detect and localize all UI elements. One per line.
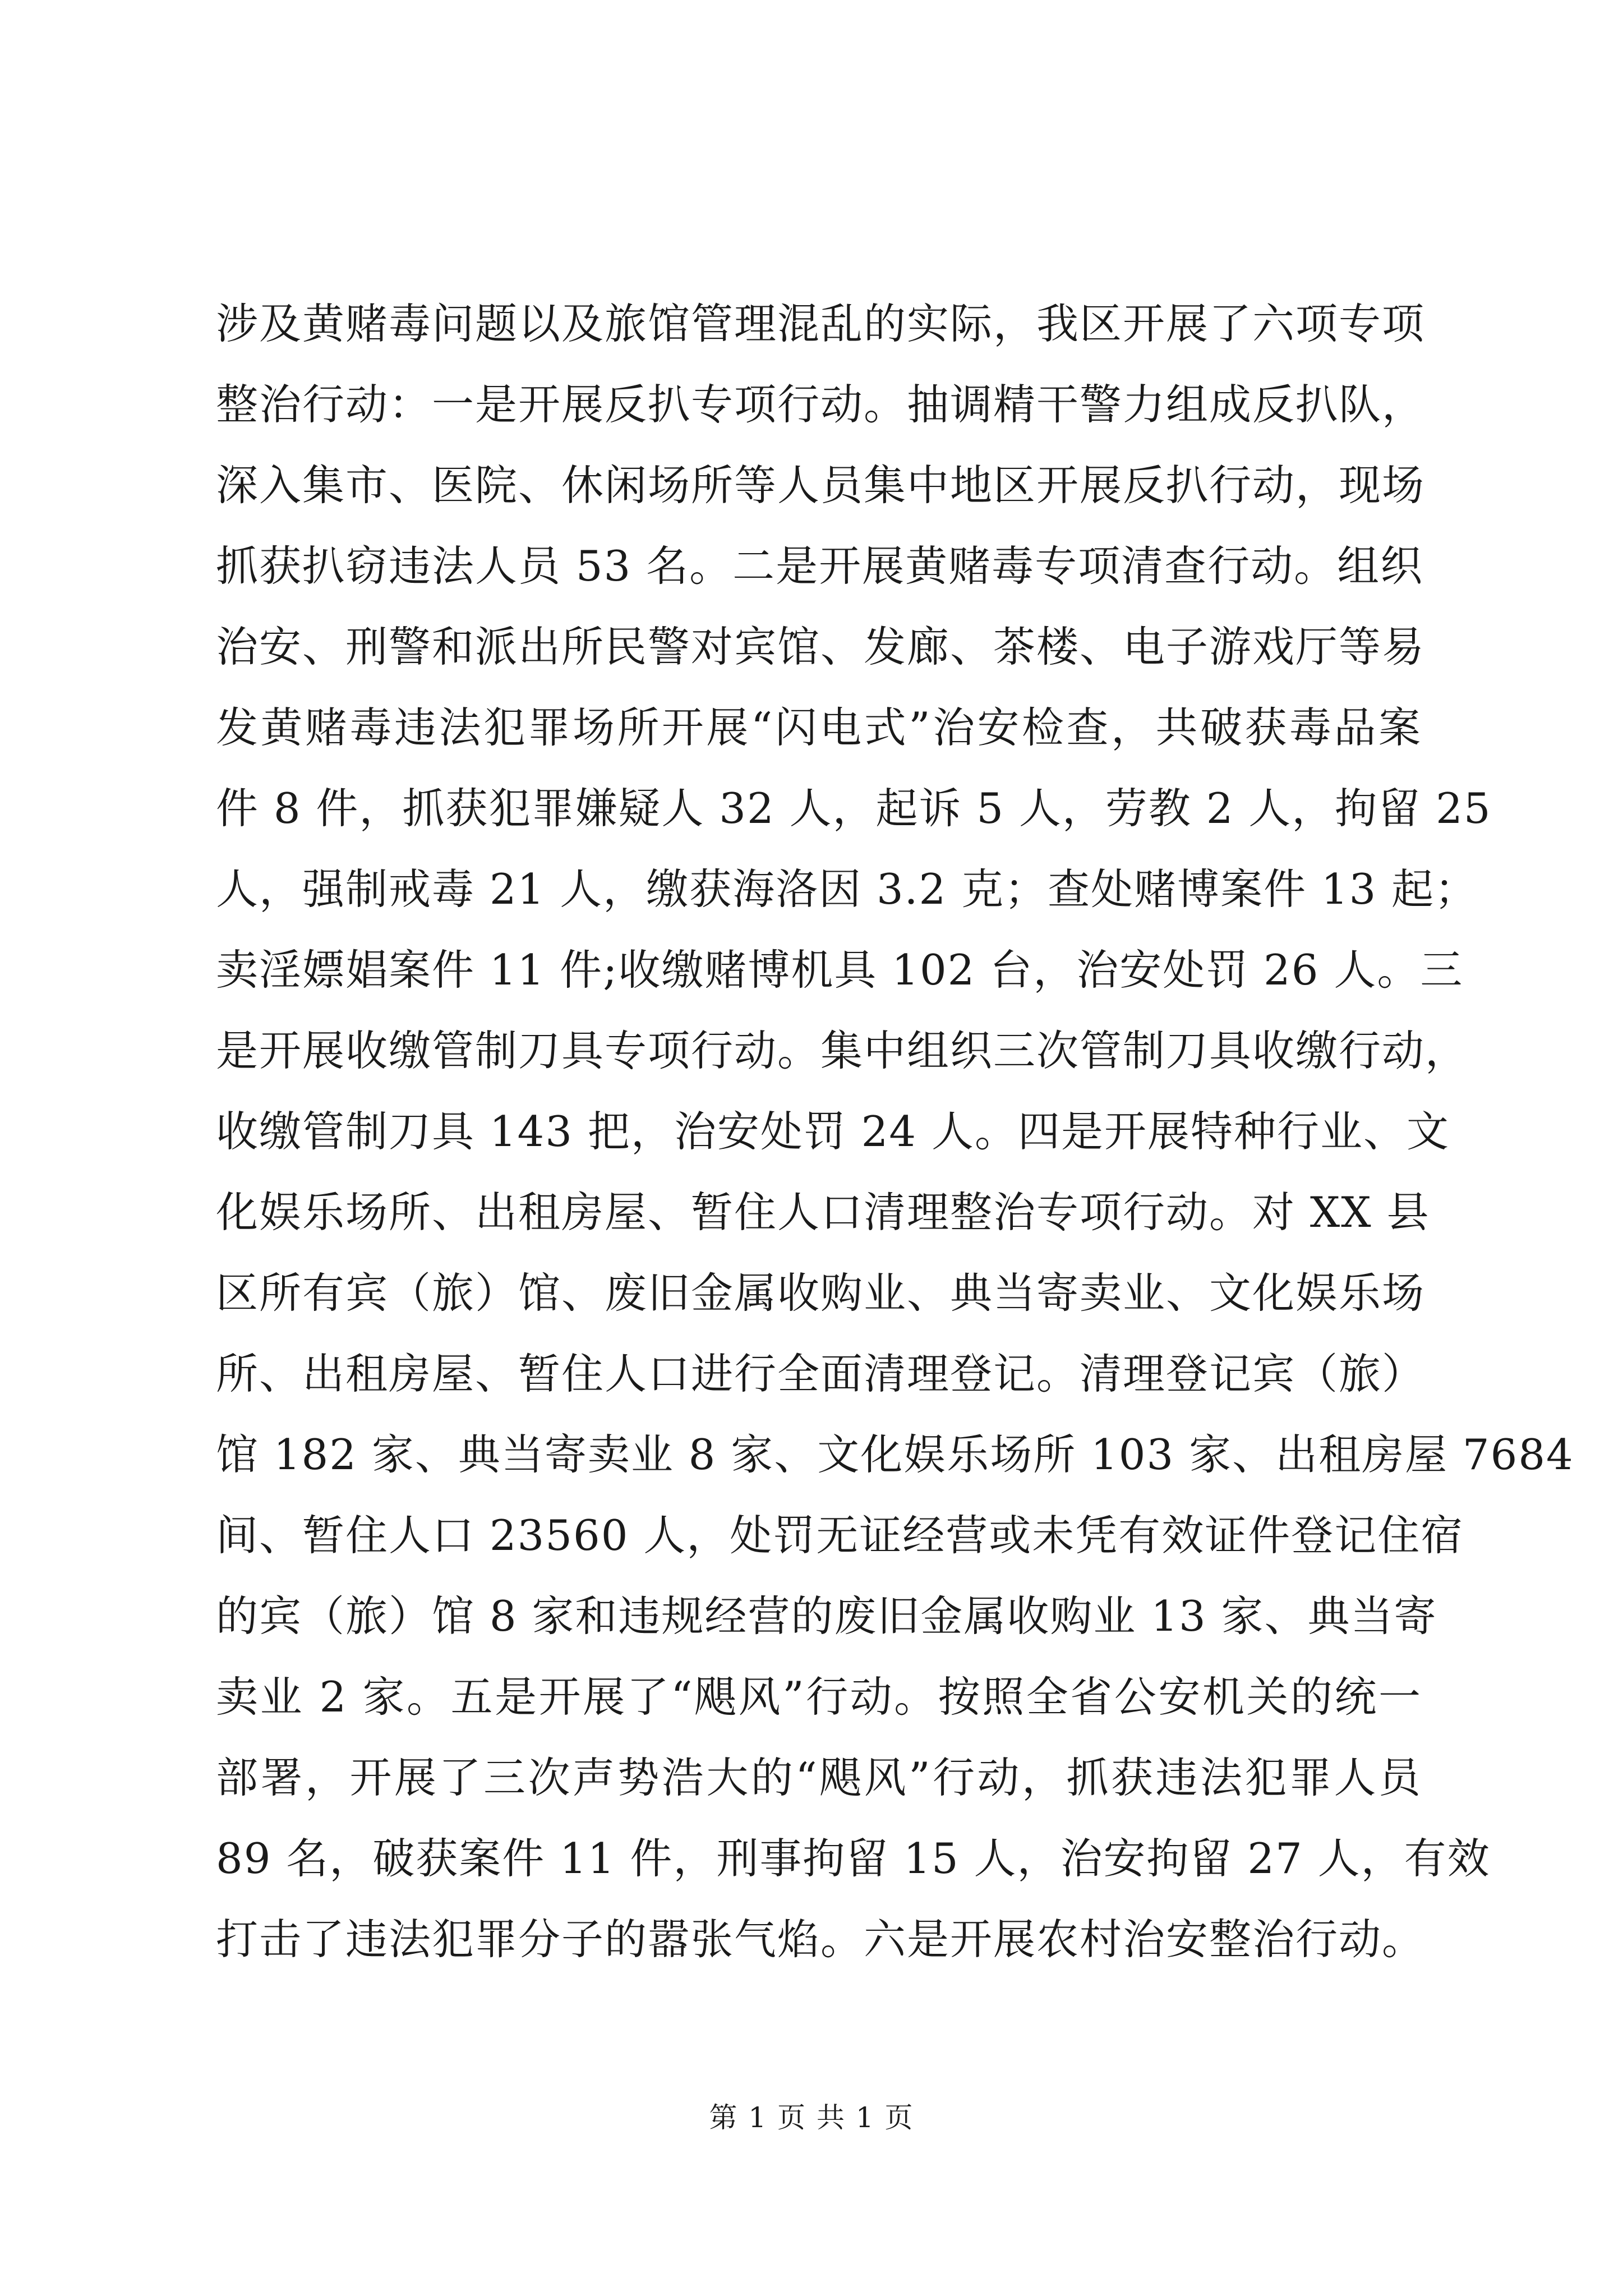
- text-line: 人，强制戒毒 21 人，缴获海洛因 3.2 克；查处赌博案件 13 起；: [216, 864, 1478, 914]
- text-line: 件 8 件，抓获犯罪嫌疑人 32 人，起诉 5 人，劳教 2 人，拘留 25: [216, 784, 1492, 833]
- text-line: 部署，开展了三次声势浩大的“飓风”行动，抓获违法犯罪人员: [216, 1753, 1422, 1802]
- page-number-footer: 第 1 页 共 1 页: [709, 2101, 914, 2134]
- text-line: 治安、刑警和派出所民警对宾馆、发廊、茶楼、电子游戏厅等易: [216, 622, 1426, 671]
- text-line: 是开展收缴管制刀具专项行动。集中组织三次管制刀具收缴行动，: [216, 1026, 1469, 1075]
- text-line: 化娱乐场所、出租房屋、暂住人口清理整治专项行动。对 XX 县: [216, 1188, 1430, 1237]
- text-line: 发黄赌毒违法犯罪场所开展“闪电式”治安检查，共破获毒品案: [216, 703, 1422, 752]
- text-line: 89 名，破获案件 11 件，刑事拘留 15 人，治安拘留 27 人，有效: [216, 1834, 1491, 1883]
- text-line: 所、出租房屋、暂住人口进行全面清理登记。清理登记宾（旅）: [216, 1349, 1426, 1398]
- text-line: 间、暂住人口 23560 人，处罚无证经营或未凭有效证件登记住宿: [216, 1511, 1464, 1560]
- body-paragraph: [216, 283, 1574, 1980]
- text-line: 卖业 2 家。五是开展了“飓风”行动。按照全省公安机关的统一: [216, 1672, 1422, 1722]
- text-line: 涉及黄赌毒问题以及旅馆管理混乱的实际，我区开展了六项专项: [216, 299, 1426, 348]
- text-line: 区所有宾（旅）馆、废旧金属收购业、典当寄卖业、文化娱乐场: [216, 1268, 1426, 1318]
- text-line: 的宾（旅）馆 8 家和违规经营的废旧金属收购业 13 家、典当寄: [216, 1591, 1437, 1641]
- text-line: 打击了违法犯罪分子的嚣张气焰。六是开展农村治安整治行动。: [216, 1915, 1426, 1964]
- text-line: 馆 182 家、典当寄卖业 8 家、文化娱乐场所 103 家、出租房屋 7684: [216, 1430, 1574, 1479]
- text-line: 深入集市、医院、休闲场所等人员集中地区开展反扒行动，现场: [216, 461, 1426, 510]
- text-line: 收缴管制刀具 143 把，治安处罚 24 人。四是开展特种行业、文: [216, 1107, 1450, 1156]
- text-line: 整治行动：一是开展反扒专项行动。抽调精干警力组成反扒队，: [216, 380, 1426, 429]
- text-line: 抓获扒窃违法人员 53 名。二是开展黄赌毒专项清查行动。组织: [216, 541, 1424, 591]
- text-line: 卖淫嫖娼案件 11 件;收缴赌博机具 102 台，治安处罚 26 人。三: [216, 945, 1464, 995]
